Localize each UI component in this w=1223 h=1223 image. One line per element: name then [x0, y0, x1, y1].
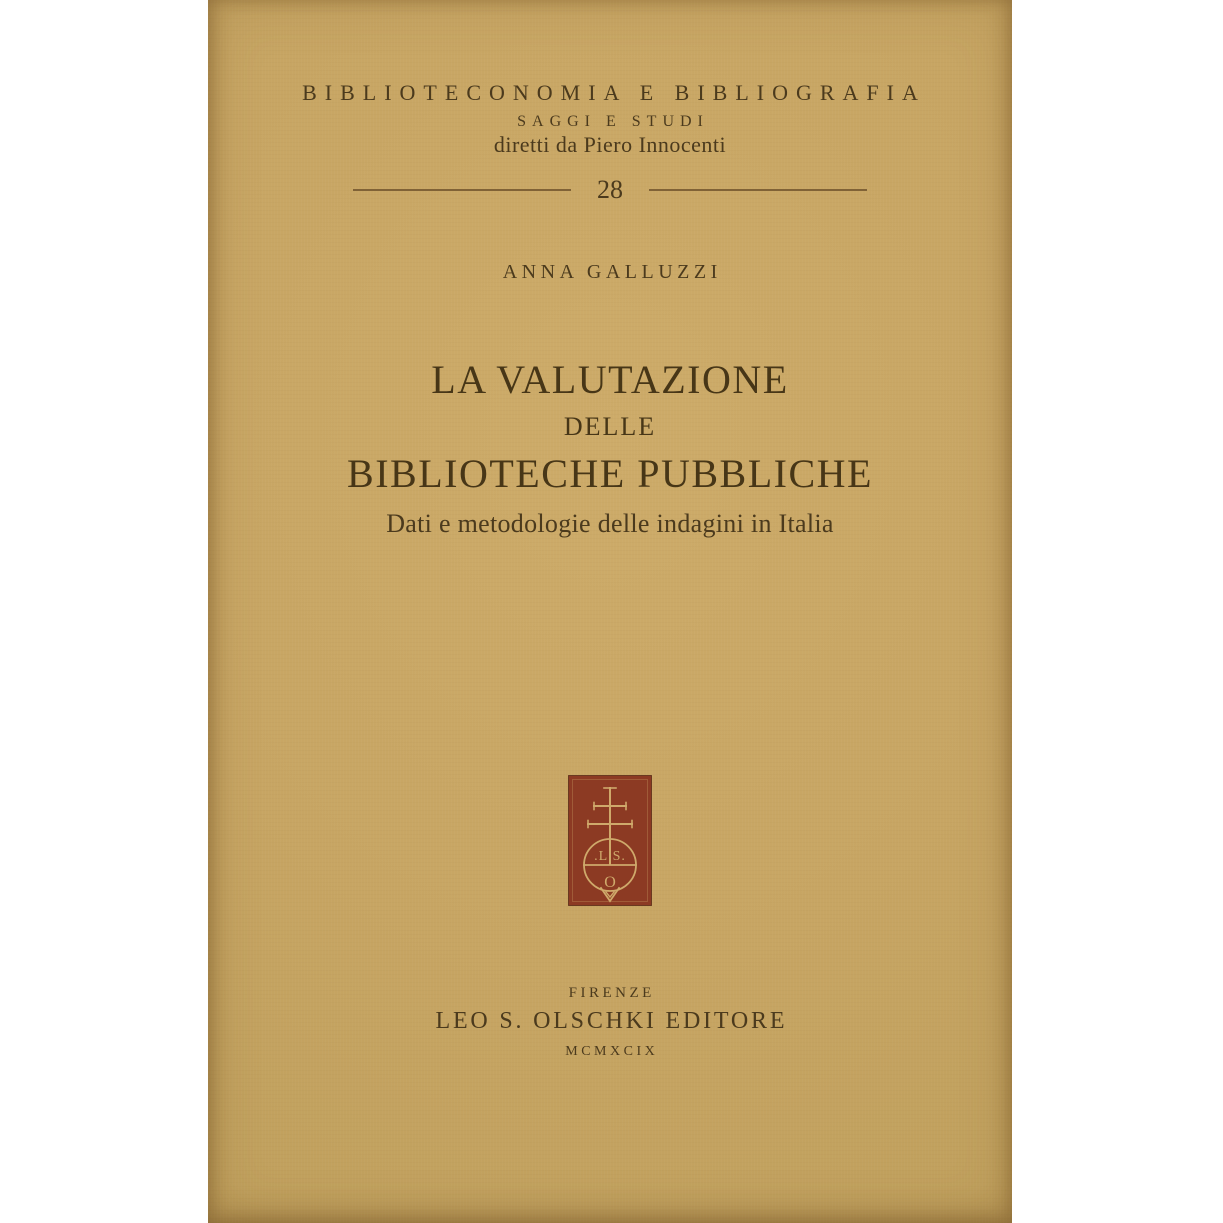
book-title-line3: BIBLIOTECHE PUBBLICHE — [347, 451, 873, 496]
book-subtitle: Dati e metodologie delle indagini in Italia — [386, 509, 834, 538]
book-title-line2: DELLE — [563, 412, 657, 441]
book-title-line1: LA VALUTAZIONE — [431, 357, 789, 402]
volume-rule — [208, 176, 1012, 204]
imprint-publisher: LEO S. OLSCHKI EDITORE — [435, 1008, 788, 1034]
volume-number: 28 — [597, 175, 623, 204]
rule-left — [353, 189, 571, 191]
imprint-city: FIRENZE — [568, 985, 655, 1001]
rule-right — [649, 189, 867, 191]
imprint-year: MCMXCIX — [565, 1044, 659, 1059]
series-subtitle: SAGGI E STUDI — [517, 113, 709, 130]
series-title: BIBLIOTECONOMIA E BIBLIOGRAFIA — [302, 80, 926, 105]
logo-monogram-bottom: O — [604, 874, 616, 891]
logo-monogram-top: .L.S. — [594, 849, 626, 864]
olschki-device-icon — [568, 775, 652, 906]
author-name: ANNA GALLUZZI — [502, 261, 722, 283]
publisher-logo — [568, 775, 652, 906]
series-editor: diretti da Piero Innocenti — [493, 132, 727, 157]
book-cover — [208, 0, 1012, 1223]
